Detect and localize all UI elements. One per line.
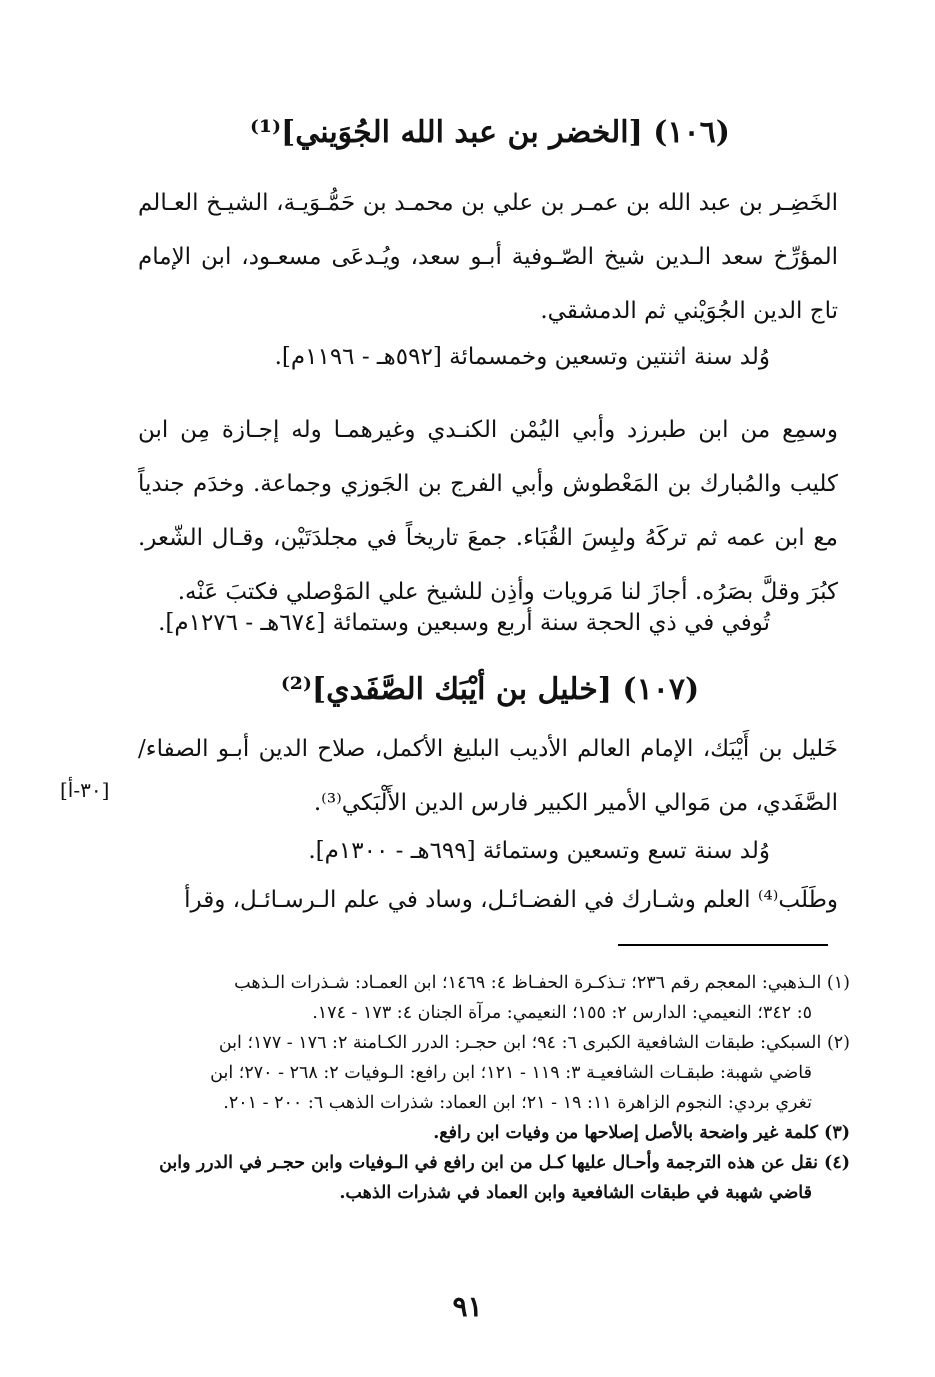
entry-106-death: تُوفي في ذي الحجة سنة أربع وسبعين وستمائة [٦٧٤هـ - ١٢٧٦م]. [158, 610, 770, 636]
entry-107-birth: وُلد سنة تسع وتسعين وستمائة [٦٩٩هـ - ١٣٠٠م]. [308, 838, 770, 864]
entry-107-last-line: وطَلَب⁽⁴⁾ العلم وشـارك في الفضـائـل، وساد في علم الـرسـائـل، وقرأ [184, 887, 838, 913]
footnote-1-line-2: ٥: ٣٤٢؛ النعيمي: الدارس ٢: ١٥٥؛ النعيمي: مرآة الجنان ٤: ١٧٣ - ١٧٤. [312, 1003, 812, 1023]
footnote-3: (٣) كلمة غير واضحة بالأصل إصلاحها من وفيات ابن رافع. [433, 1123, 850, 1143]
entry-106-paragraph-2: وسمِع من ابن طبرزد وأبي اليُمْن الكنـدي وغيرهمـا وله إجـازة مِن ابن كليب والمُبارك بن المَعْطوش وأبي الفرج بن الجَوزي وجماعة. وخدَم جندياً مع ابن عمه ثم تركَهُ ولبِسَ القُبَاء. جمعَ تاريخاً في مجلدَتَيْن، وقـال الشّعر. كبُرَ وقلَّ بصَرُه. أجازَ لنا مَرويات وأذِن للشيخ علي المَوْصلي فكتبَ عَنْه. [138, 417, 838, 605]
footnote-separator [618, 944, 828, 946]
footnotes [138, 968, 850, 1208]
page-number: ٩١ [452, 1290, 483, 1323]
footnote-4-line-2: قاضي شهبة في طبقات الشافعية وابن العماد في شذرات الذهب. [339, 1183, 812, 1203]
footnote-1-line-1: (١) الـذهبي: المعجم رقم ٢٣٦؛ تـذكـرة الحفـاظ ٤: ١٤٦٩؛ ابن العمـاد: شـذرات الـذهب [234, 973, 850, 993]
entry-107-heading: (١٠٧) [خليل بن أيْبَك الصَّفَدي]⁽²⁾ [280, 672, 700, 707]
entry-107-paragraph-1: خَليل بن أَيْبَك، الإمام العالم الأديب البليغ الأكمل، صلاح الدين أبـو الصفاء/ الصَّفَدي، من مَوالي الأمير الكبير فارس الدين الأَلْبَكي⁽³⁾. [138, 736, 838, 816]
entry-106-birth: وُلد سنة اثنتين وتسعين وخمسمائة [٥٩٢هـ - ١١٩٦م]. [274, 344, 770, 370]
entry-106-heading: (١٠٦) [الخضر بن عبد الله الجُوَيني]⁽¹⁾ [250, 115, 730, 150]
footnote-2-line-1: (٢) السبكي: طبقات الشافعية الكبرى ٦: ٩٤؛ ابن حجـر: الدرر الكـامنة ٢: ١٧٦ - ١٧٧؛ ابن [218, 1033, 850, 1053]
footnote-4-line-1: (٤) نقل عن هذه الترجمة وأحـال عليها كـل من ابن رافع في الـوفيات وابن حجـر في الدرر وابن [159, 1153, 850, 1173]
margin-folio-reference: [٣٠-أ] [60, 778, 110, 802]
entry-106-paragraph-1: الخَضِـر بن عبد الله بن عمـر بن علي بن محمـد بن حَمُّـوَيـة، الشيـخ العـالم المؤرِّخ سعد الـدين شيخ الصّـوفية أبـو سعد، ويُـدعَى مسعـود، ابن الإمام تاج الدين الجُوَيْني ثم الدمشقي. [138, 190, 838, 324]
footnote-2-line-2: قاضي شهبة: طبقـات الشافعيـة ٣: ١١٩ - ١٢١؛ ابن رافع: الـوفيات ٢: ٢٦٨ - ٢٧٠؛ ابن [210, 1063, 812, 1083]
footnote-2-line-3: تغري بردي: النجوم الزاهرة ١١: ١٩ - ٢١؛ ابن العماد: شذرات الذهب ٦: ٢٠٠ - ٢٠١. [223, 1093, 812, 1113]
